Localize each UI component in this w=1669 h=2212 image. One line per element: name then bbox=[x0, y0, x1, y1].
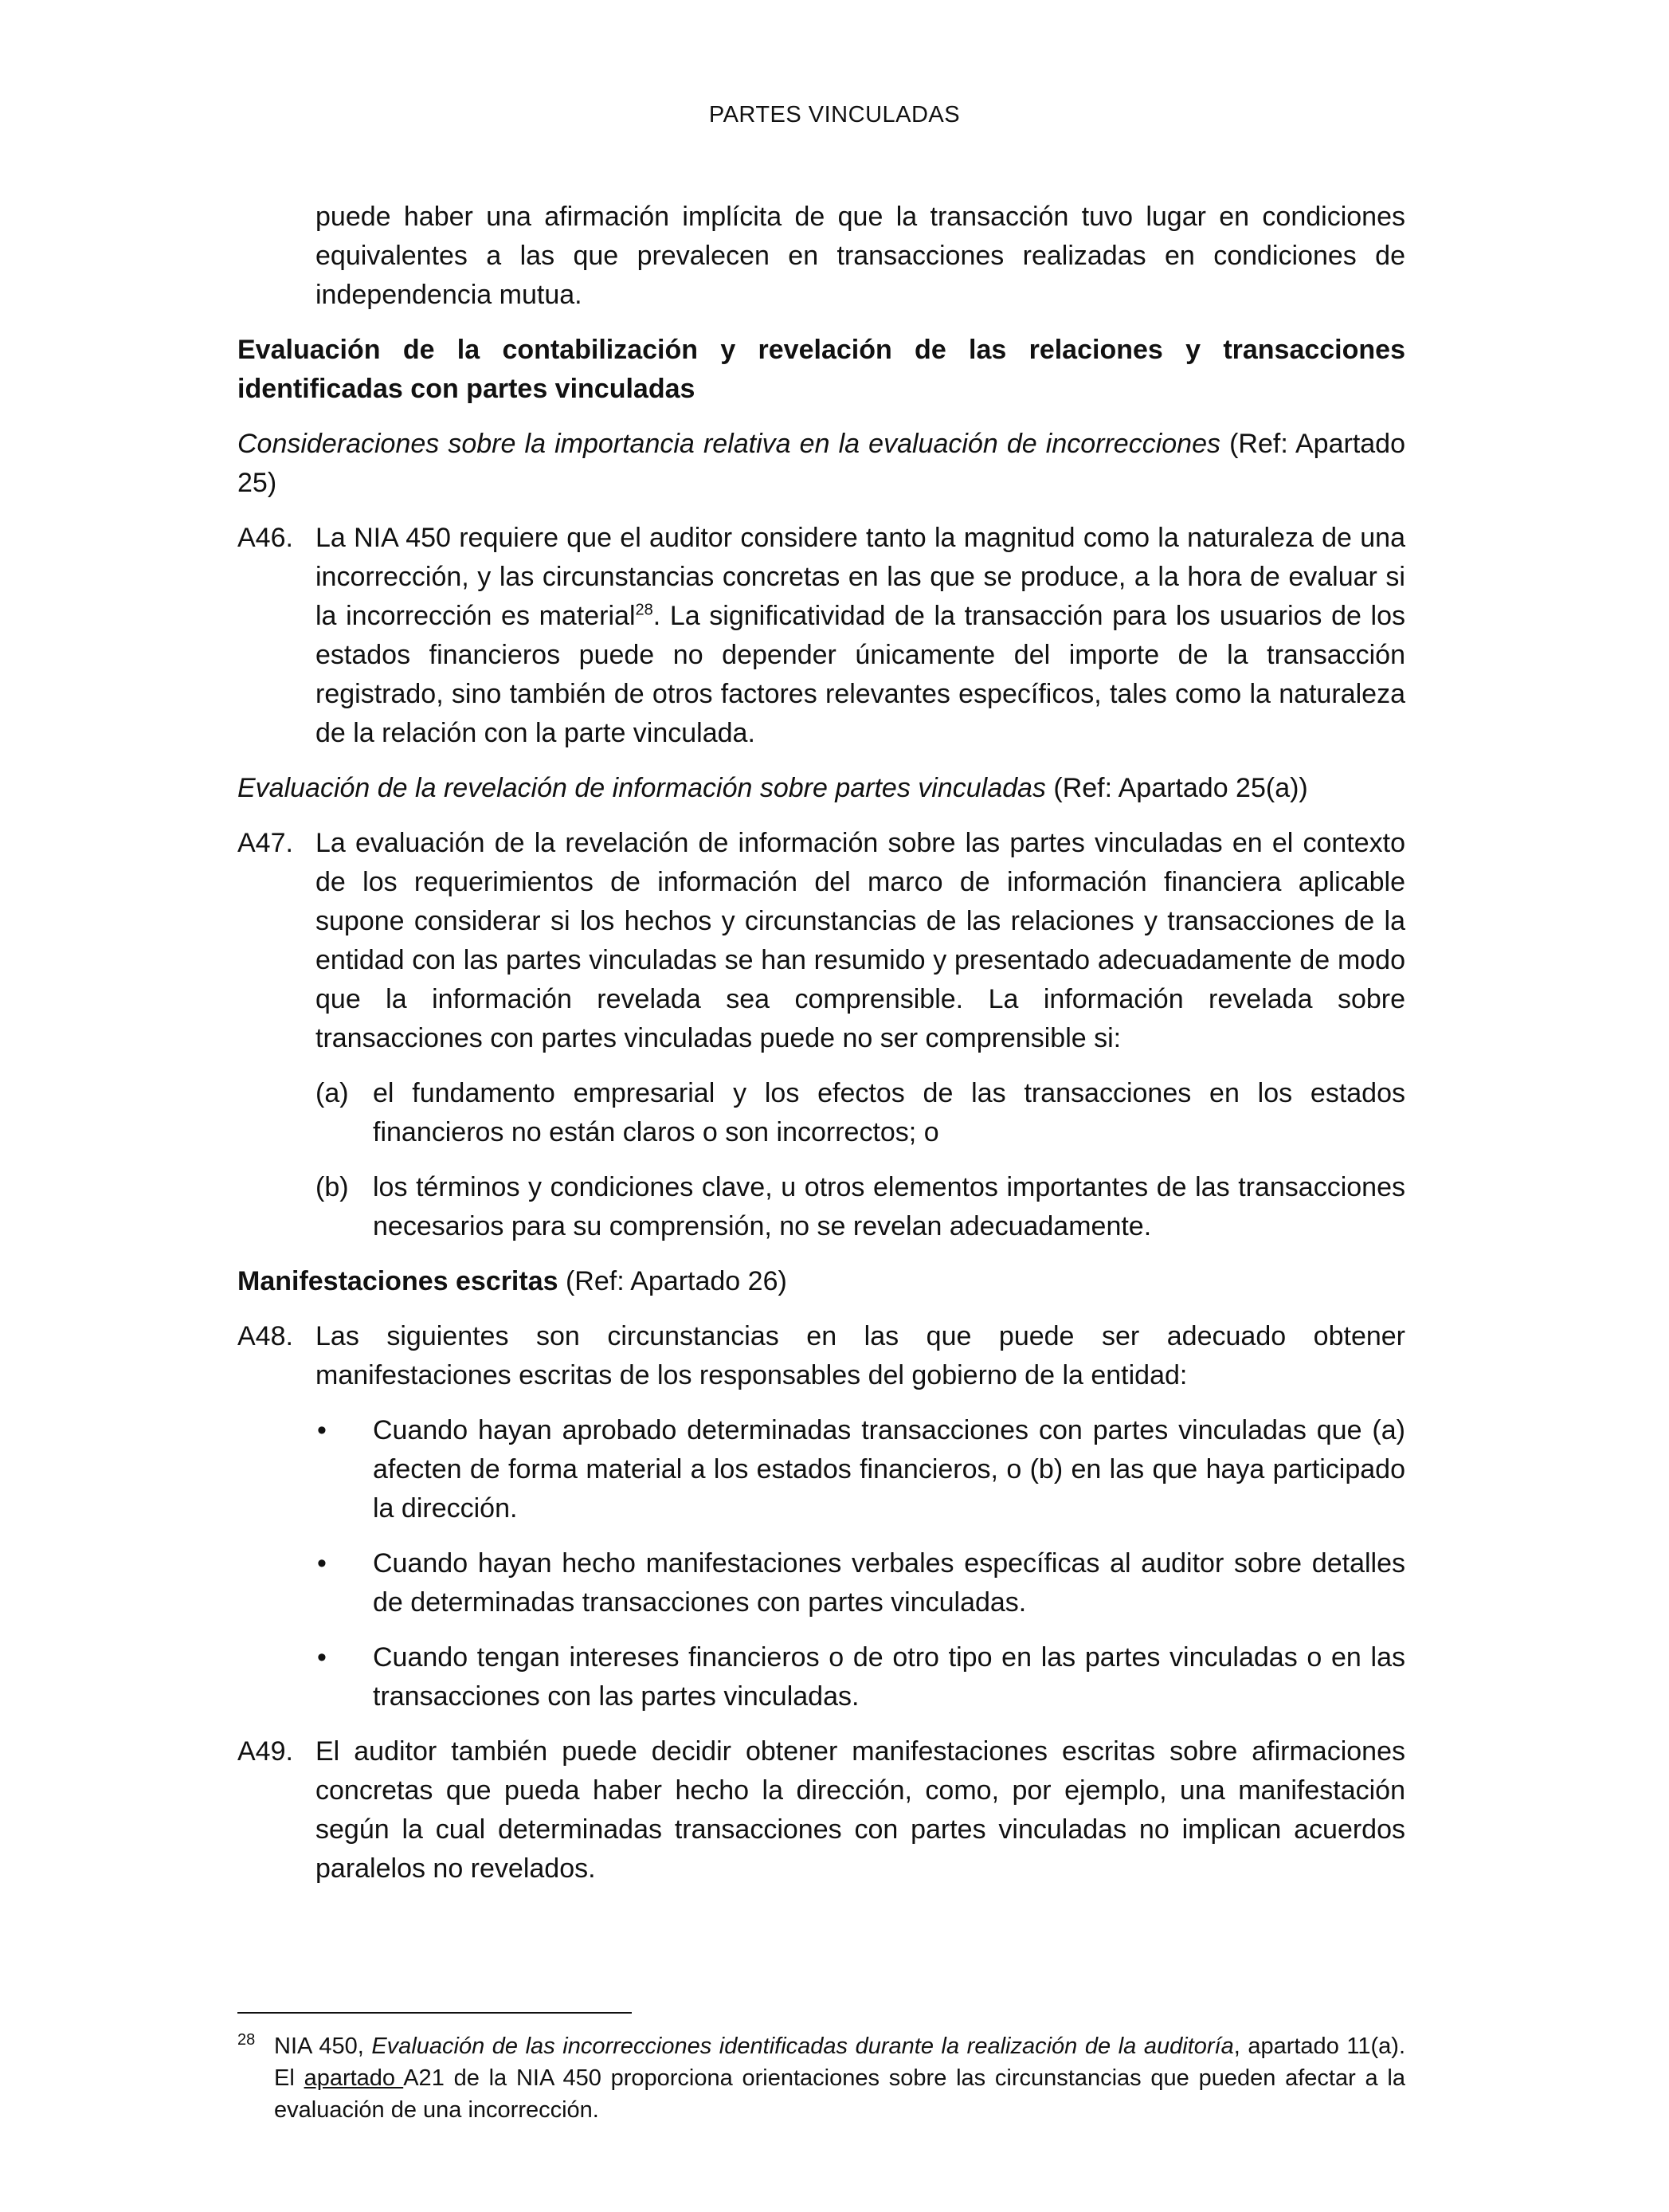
footnote-underlined: apartado bbox=[304, 2065, 404, 2091]
paragraph-text-part: La NIA 450 requiere que el auditor considere tanto la magnitud como la naturaleza de una incorrección, y las circunstancias concretas en las que se produce, a la hora de evaluar si la incorrección es material bbox=[315, 523, 1405, 631]
list-item bbox=[315, 1074, 1405, 1152]
section-heading-written bbox=[237, 1262, 1405, 1301]
footnote-text bbox=[274, 2030, 1405, 2126]
footnote-part: A21 de la NIA 450 proporciona orientaciones sobre las circunstancias que pueden afectar a la evaluación de una incorrección. bbox=[274, 2065, 1405, 2123]
list-item-text: el fundamento empresarial y los efectos de las transacciones en los estados financieros no están claros o son incorrectos; o bbox=[373, 1078, 1405, 1147]
bullet-icon: • bbox=[317, 1642, 327, 1673]
paragraph-number: A49. bbox=[237, 1736, 293, 1767]
a48-bullet-list bbox=[237, 1411, 1405, 1716]
bullet-item bbox=[315, 1411, 1405, 1528]
list-item-text: los términos y condiciones clave, u otros elementos importantes de las transacciones necesarios para su comprensión, no se revelan adecuadamente. bbox=[373, 1172, 1405, 1241]
footnote-28 bbox=[237, 2030, 1405, 2126]
bullet-text: Cuando hayan aprobado determinadas transacciones con partes vinculadas que (a) afecten de forma material a los estados financieros, o (b) en las que haya participado la dirección. bbox=[373, 1415, 1405, 1524]
list-item-label: (b) bbox=[315, 1172, 349, 1202]
continuation-paragraph: puede haber una afirmación implícita de que la transacción tuvo lugar en condiciones equivalentes a las que prevalecen en transacciones realizadas en condiciones de independencia mutua. bbox=[315, 202, 1405, 310]
subheading-disclosure-ref: (Ref: Apartado 25(a)) bbox=[1045, 773, 1308, 803]
subheading-materiality bbox=[237, 425, 1405, 503]
paragraph-number: A46. bbox=[237, 523, 293, 553]
bullet-text: Cuando hayan hecho manifestaciones verbales específicas al auditor sobre detalles de determinadas transacciones con partes vinculadas. bbox=[373, 1548, 1405, 1618]
paragraph-text-main: La evaluación de la revelación de información sobre las partes vinculadas en el contexto de los requerimientos de información del marco de información financiera aplicable supone considerar si los hechos y circunstancias de las relaciones y transacciones de la entidad con las partes vinculadas se han resumido y presentado adecuadamente de modo que la información revelada sea comprensible. La información revelada sobre transacciones con partes vinculadas puede no ser comprensible si: bbox=[315, 828, 1405, 1053]
paragraph-text: El auditor también puede decidir obtener manifestaciones escritas sobre afirmaciones concretas que pueda haber hecho la dirección, como, por ejemplo, una manifestación según la cual determinadas transacciones con partes vinculadas no implican acuerdos paralelos no revelados. bbox=[315, 1736, 1405, 1884]
subheading-materiality-title: Consideraciones sobre la importancia relativa en la evaluación de incorrecciones bbox=[237, 429, 1220, 459]
bullet-item bbox=[315, 1544, 1405, 1622]
footnote-reference[interactable]: 28 bbox=[635, 601, 653, 619]
document-body bbox=[237, 198, 1405, 1904]
subheading-materiality-ref: (Ref: Apartado 25) bbox=[237, 429, 1405, 498]
section-heading-written-ref: (Ref: Apartado 26) bbox=[558, 1266, 787, 1296]
paragraph-number: A48. bbox=[237, 1321, 293, 1351]
subheading-disclosure bbox=[237, 769, 1405, 808]
list-item-label: (a) bbox=[315, 1078, 349, 1108]
section-heading-evaluation: Evaluación de la contabilización y revelación de las relaciones y transacciones identificadas con partes vinculadas bbox=[237, 335, 1405, 404]
paragraph-number: A47. bbox=[237, 828, 293, 858]
footnote-part: , apartado 11(a). El bbox=[274, 2034, 1405, 2091]
footnote-mark: 28 bbox=[237, 2031, 256, 2049]
running-header: PARTES VINCULADAS bbox=[708, 102, 961, 127]
paragraph-a46 bbox=[237, 519, 1405, 753]
paragraph-a48 bbox=[237, 1317, 1405, 1395]
subheading-disclosure-title: Evaluación de la revelación de información sobre partes vinculadas bbox=[237, 773, 1046, 803]
list-item bbox=[315, 1168, 1405, 1246]
bullet-text: Cuando tengan intereses financieros o de otro tipo en las partes vinculadas o en las transacciones con las partes vinculadas. bbox=[373, 1642, 1405, 1712]
bullet-icon: • bbox=[317, 1548, 327, 1579]
paragraph-a47 bbox=[237, 824, 1405, 1058]
a47-sub-list bbox=[237, 1074, 1405, 1246]
paragraph-a49 bbox=[237, 1732, 1405, 1888]
footnote-title: Evaluación de las incorrecciones identificadas durante la realización de la auditoría bbox=[371, 2034, 1234, 2059]
paragraph-text bbox=[315, 824, 1405, 1058]
footnote-separator bbox=[237, 2012, 632, 2014]
section-heading-written-title: Manifestaciones escritas bbox=[237, 1266, 558, 1296]
paragraph-text-part: . La significatividad de la transacción para los usuarios de los estados financieros puede no depender únicamente del importe de la transacción registrado, sino también de otros factores relevantes específicos, tales como la naturaleza de la relación con la parte vinculada. bbox=[315, 601, 1405, 748]
bullet-item bbox=[315, 1638, 1405, 1716]
bullet-icon: • bbox=[317, 1415, 327, 1445]
footnote-lead: NIA 450, bbox=[274, 2034, 372, 2059]
paragraph-text bbox=[315, 519, 1405, 753]
paragraph-text: Las siguientes son circunstancias en las que puede ser adecuado obtener manifestaciones escritas de los responsables del gobierno de la entidad: bbox=[315, 1321, 1405, 1390]
